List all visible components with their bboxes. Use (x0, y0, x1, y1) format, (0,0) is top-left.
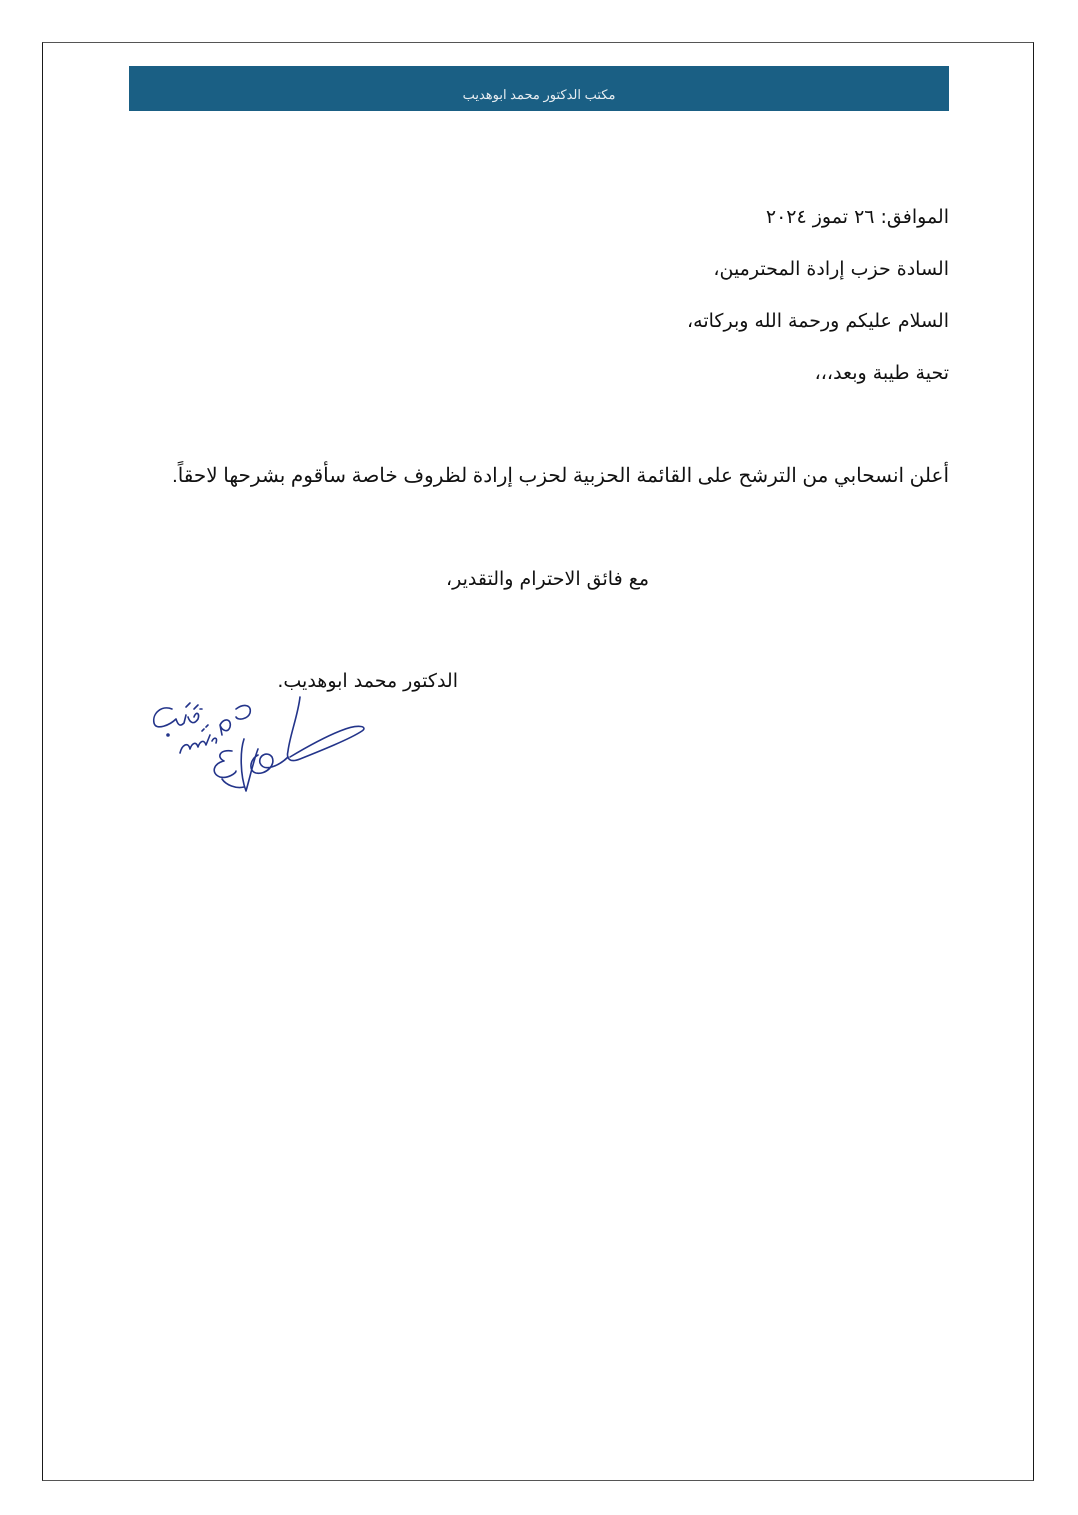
addressee-line: السادة حزب إرادة المحترمين، (713, 258, 949, 280)
signature-icon (140, 695, 380, 805)
closing-line: مع فائق الاحترام والتقدير، (446, 568, 649, 590)
salutation-line: تحية طيبة وبعد،،، (814, 362, 949, 384)
greeting-line: السلام عليكم ورحمة الله وبركاته، (687, 310, 949, 332)
date-line: الموافق: ٢٦ تموز ٢٠٢٤ (765, 206, 949, 228)
letter-body: أعلن انسحابي من الترشح على القائمة الحزبية لحزب إرادة لظروف خاصة سأقوم بشرحها لاحقاً. (172, 465, 949, 487)
letterhead-bar (129, 66, 949, 111)
signer-name: الدكتور محمد ابوهديب. (277, 670, 458, 692)
letterhead-title: مكتب الدكتور محمد ابوهديب (462, 86, 616, 102)
